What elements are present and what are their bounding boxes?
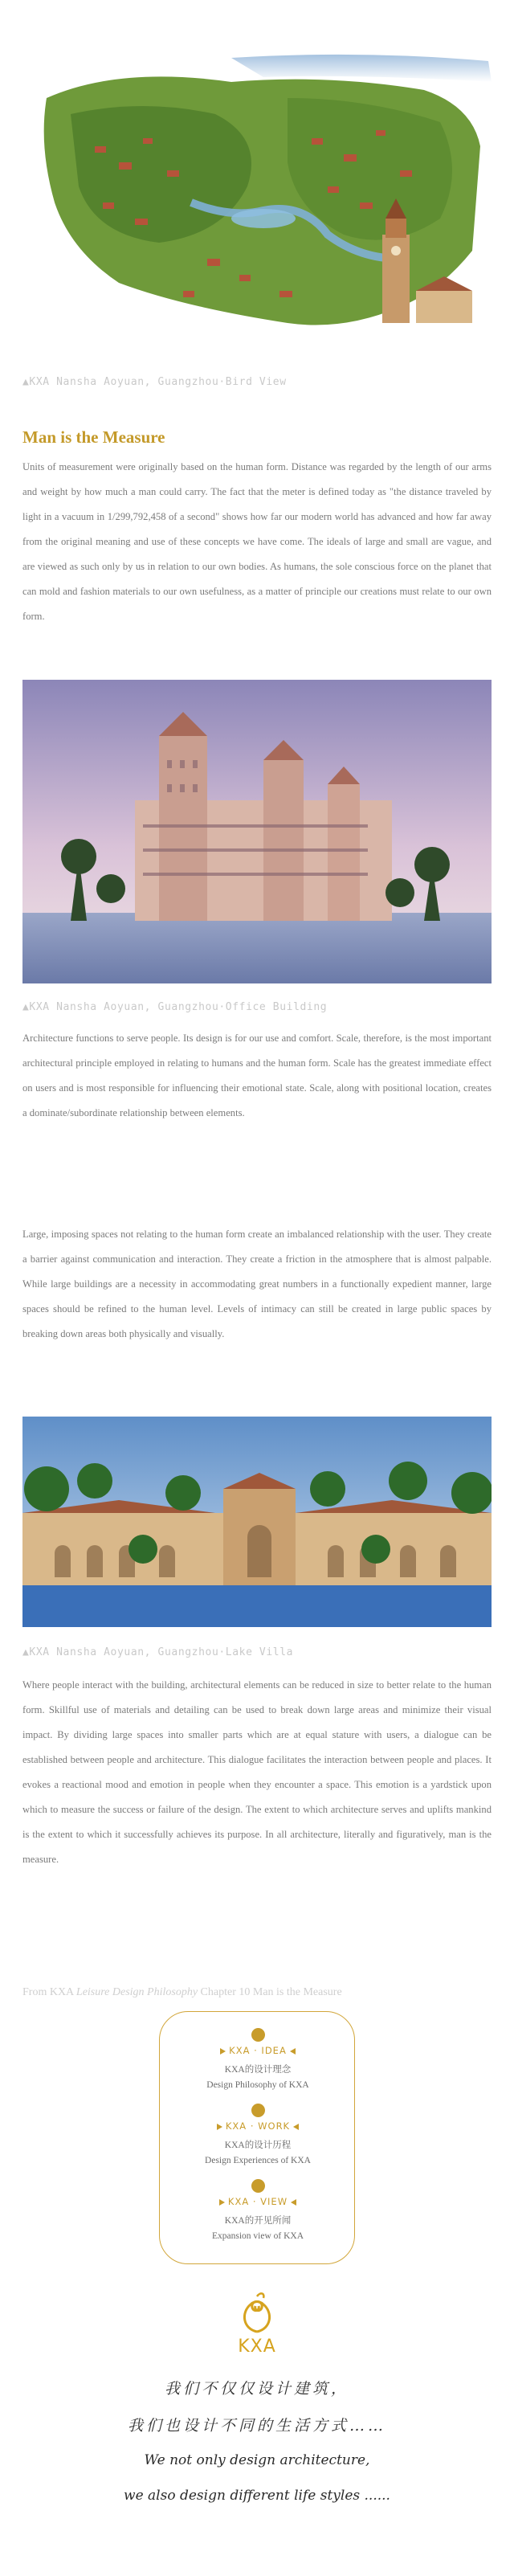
triangle-left-icon: [293, 2124, 299, 2130]
slogan-en-line-2: we also design different life styles ......: [124, 2488, 390, 2504]
slogan-en-line-1: We not only design architecture,: [144, 2452, 370, 2468]
article-title: Man is the Measure: [22, 427, 165, 447]
gold-dot-icon: [251, 2104, 265, 2117]
logo-text: KXA: [238, 2337, 276, 2357]
triangle-left-icon: [291, 2199, 296, 2206]
source-book: Leisure Design Philosophy: [75, 1986, 198, 1998]
kxa-logo: [230, 2290, 284, 2362]
paragraph-4: Where people interact with the building, architectural elements can be reduced in size to better relate to the human form. Skillful use of materials and detailing can be used to break down large areas and minimize their visual impact. By dividing large spaces into smaller parts which are at equal stature with users, a dialogue can be established between people and architecture. This dialogue facilitates the interaction between people and places. It evokes a reactional mood and emotion in people when they encounter a space. This emotion is a yardstick upon which to measure the success or failure of the design. The extent to which architecture serves and uplifts mankind is the extent to which it successfully achieves its purpose. In all architecture, literally and figuratively, man is the measure.: [22, 1679, 492, 1865]
slogan-cn-line-2: 我们也设计不同的生活方式……: [127, 2417, 386, 2435]
menu-section-en: Design Philosophy of KXA: [206, 2080, 309, 2090]
bird-view-image: [22, 50, 492, 357]
menu-section-idea[interactable]: [160, 2028, 356, 2090]
kxa-menu-card: [159, 2011, 355, 2264]
menu-section-view[interactable]: [160, 2179, 356, 2241]
triangle-right-icon: [219, 2199, 225, 2206]
lake-villa-image: [22, 1417, 492, 1627]
paragraph-3: Large, imposing spaces not relating to the human form create an imbalanced relationship with the user. They create a barrier against communication and interaction. They create a friction in the atmosphere that is almost palpable. While large buildings are a necessity in accommodating great numbers in a functionally expedient manner, large spaces should be refined to the human level. Levels of intimacy can still be created in large public spaces by breaking down areas both physically and visually.: [22, 1229, 492, 1339]
paragraph-2: Architecture functions to serve people. Its design is for our use and comfort. Scale, therefore, is the most important architectural principle employed in relating to humans and the human form. Scale has the greatest immediate effect on users and is most responsible for influencing their emotional state. Scale, along with positional location, creates a dominate/subordinate relationship between elements.: [22, 1032, 492, 1118]
gold-dot-icon: [251, 2028, 265, 2042]
office-building-caption: ▲KXA Nansha Aoyuan, Guangzhou·Office Building: [22, 1001, 328, 1013]
lake-villa-caption: ▲KXA Nansha Aoyuan, Guangzhou·Lake Villa: [22, 1646, 294, 1658]
source-line: [22, 1986, 342, 1999]
menu-section-cn: KXA的开见所闻: [224, 2216, 292, 2226]
office-building-image: [22, 680, 492, 983]
menu-section-title: KXA · VIEW: [227, 2196, 288, 2207]
menu-section-cn: KXA的设计历程: [224, 2141, 292, 2150]
triangle-left-icon: [290, 2048, 296, 2055]
source-prefix: From KXA: [22, 1986, 76, 1998]
menu-section-title: KXA · WORK: [225, 2120, 291, 2132]
menu-section-work[interactable]: [160, 2104, 356, 2165]
paragraph-1: Units of measurement were originally based on the human form. Distance was regarded by the length of our arms and weight by how much a man could carry. The fact that the meter is defined today as "the distance traveled by light in a vacuum in 1/299,792,458 of a second" shows how far our modern world has advanced and how far away from the original meaning and use of these concepts we have come. The ideals of large and small are vague, and are viewed as such only by us in relation to our own bodies. As humans, the sole conscious force on the planet that can mold and fashion materials to our own usefulness, as a matter of principle our creations must relate to our own form.: [22, 461, 492, 622]
menu-section-cn: KXA的设计理念: [224, 2065, 292, 2075]
menu-section-en: Design Experiences of KXA: [205, 2156, 311, 2165]
triangle-right-icon: [217, 2124, 222, 2130]
kxa-swirl-icon: [230, 2290, 284, 2337]
menu-section-en: Expansion view of KXA: [211, 2231, 304, 2241]
source-chapter: Chapter 10 Man is the Measure: [198, 1986, 342, 1998]
menu-section-title: KXA · IDEA: [229, 2045, 287, 2056]
gold-dot-icon: [251, 2179, 265, 2193]
triangle-right-icon: [220, 2048, 226, 2055]
bird-view-caption: ▲KXA Nansha Aoyuan, Guangzhou·Bird View: [22, 376, 287, 388]
slogan-cn-line-1: 我们不仅仅设计建筑，: [164, 2380, 349, 2398]
